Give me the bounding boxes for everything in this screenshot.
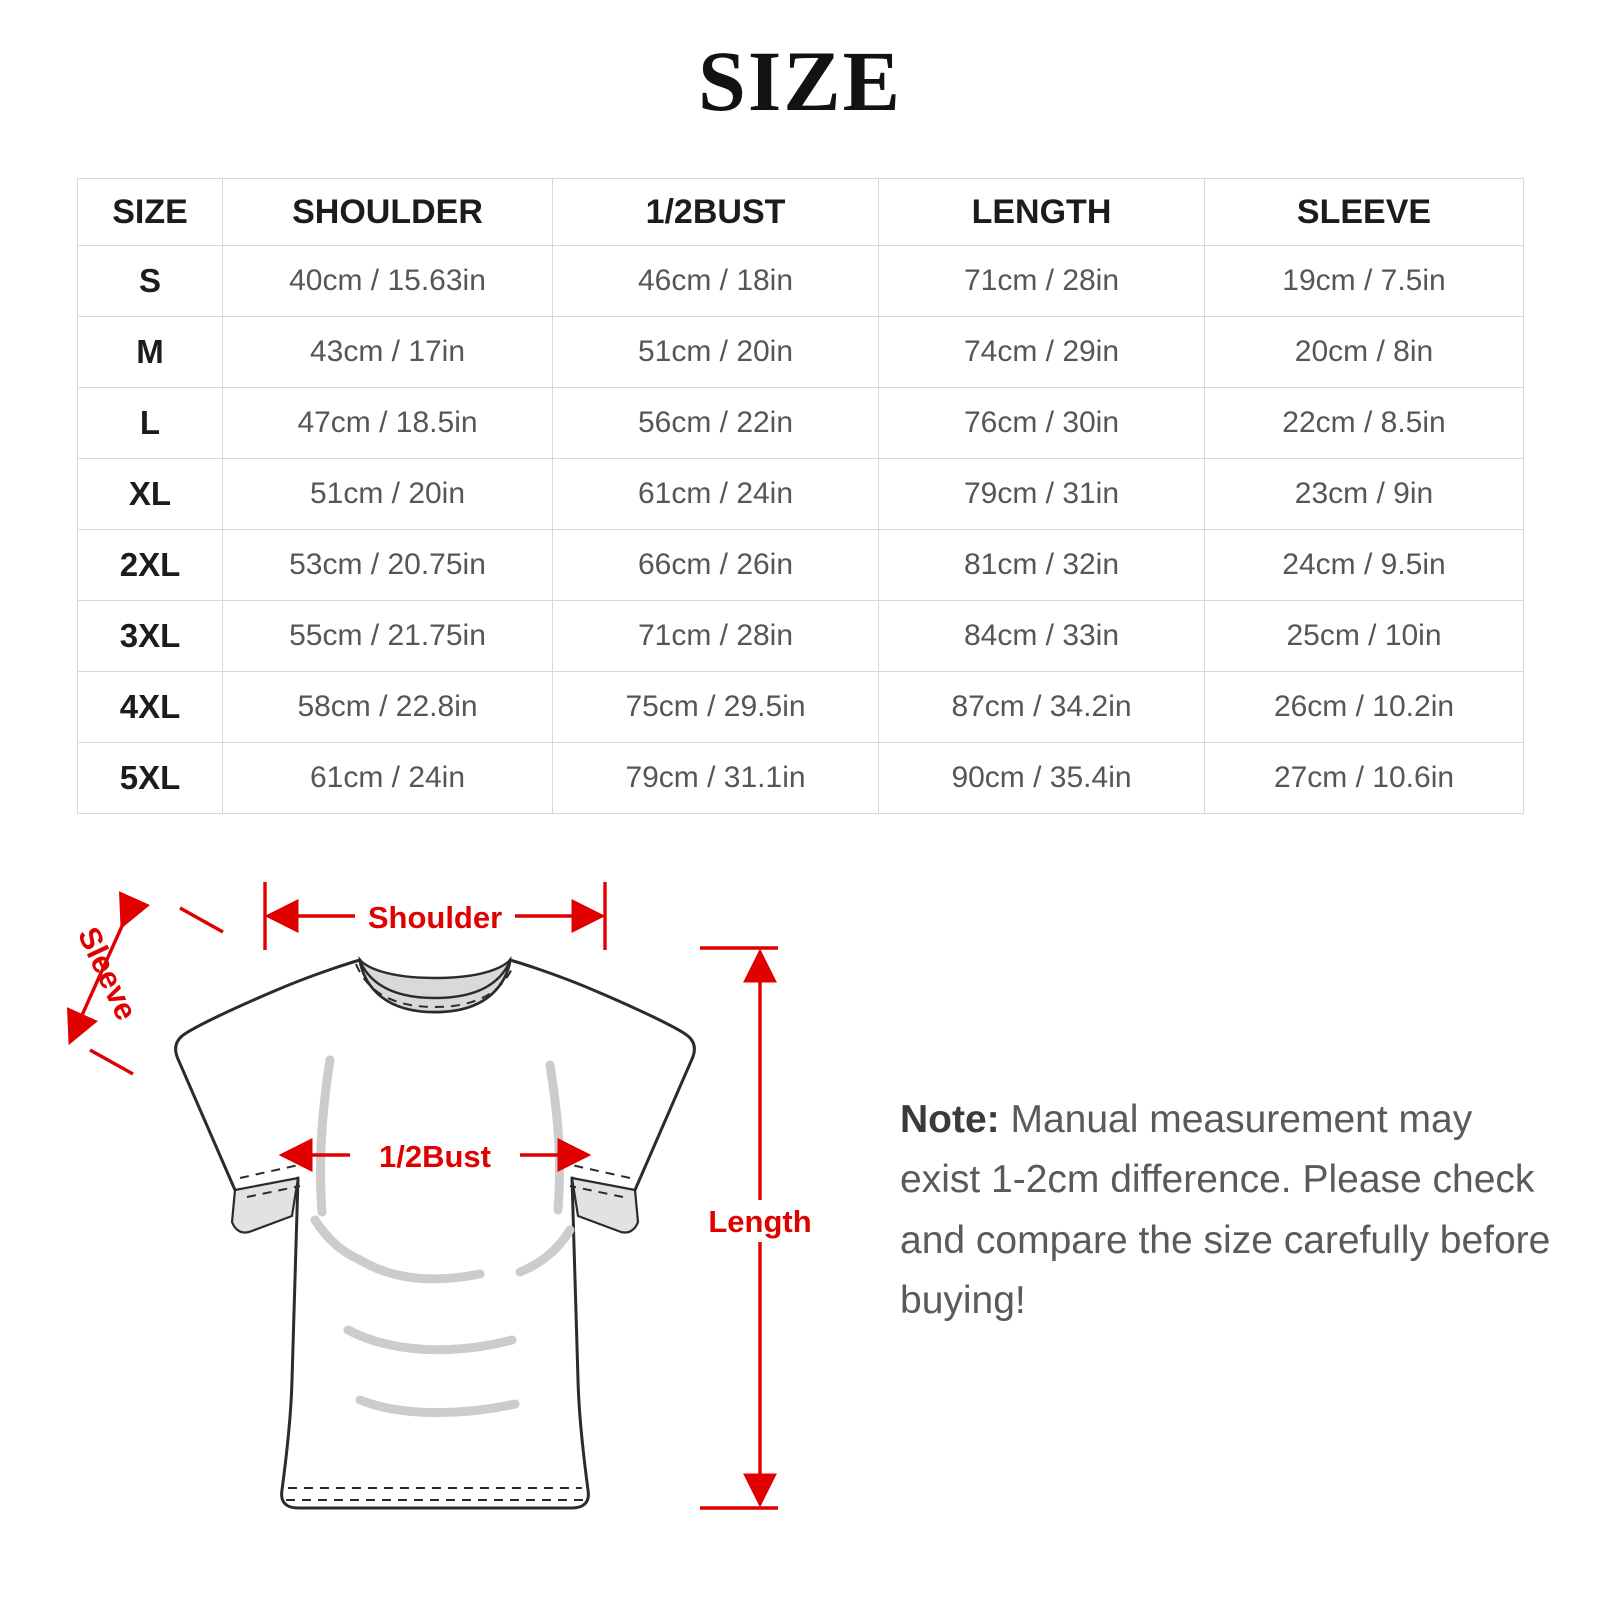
cell-length: 90cm / 35.4in: [879, 743, 1205, 814]
measurement-diagram: [60, 860, 860, 1560]
table-row: [78, 388, 1524, 459]
cell-size: 5XL: [78, 743, 223, 814]
shoulder-dimension: [265, 882, 605, 950]
note-body: Manual measurement may exist 1-2cm difference. Please check and compare the size carefully before buying!: [900, 1098, 1551, 1323]
note-label: Note:: [900, 1098, 1000, 1141]
table-row: [78, 530, 1524, 601]
length-dimension: [700, 948, 812, 1508]
cell-size: 3XL: [78, 601, 223, 672]
cell-bust: 56cm / 22in: [553, 388, 879, 459]
table-row: [78, 743, 1524, 814]
cell-shoulder: 43cm / 17in: [223, 317, 553, 388]
cell-sleeve: 25cm / 10in: [1205, 601, 1524, 672]
cell-sleeve: 26cm / 10.2in: [1205, 672, 1524, 743]
cell-sleeve: 22cm / 8.5in: [1205, 388, 1524, 459]
cell-bust: 66cm / 26in: [553, 530, 879, 601]
cell-size: M: [78, 317, 223, 388]
cell-shoulder: 53cm / 20.75in: [223, 530, 553, 601]
cell-sleeve: 20cm / 8in: [1205, 317, 1524, 388]
cell-length: 81cm / 32in: [879, 530, 1205, 601]
cell-bust: 51cm / 20in: [553, 317, 879, 388]
cell-shoulder: 58cm / 22.8in: [223, 672, 553, 743]
table-row: [78, 601, 1524, 672]
shoulder-label: Shoulder: [367, 900, 503, 935]
tshirt-illustration: [176, 959, 695, 1508]
cell-shoulder: 51cm / 20in: [223, 459, 553, 530]
cell-length: 79cm / 31in: [879, 459, 1205, 530]
page-title: SIZE: [697, 33, 903, 129]
column-header-shoulder: SHOULDER: [223, 179, 553, 246]
cell-shoulder: 55cm / 21.75in: [223, 601, 553, 672]
cell-bust: 71cm / 28in: [553, 601, 879, 672]
column-header-length: LENGTH: [879, 179, 1205, 246]
cell-shoulder: 40cm / 15.63in: [223, 246, 553, 317]
column-header-size: SIZE: [78, 179, 223, 246]
cell-size: 4XL: [78, 672, 223, 743]
cell-sleeve: 27cm / 10.6in: [1205, 743, 1524, 814]
cell-size: L: [78, 388, 223, 459]
cell-size: S: [78, 246, 223, 317]
table-header-row: [78, 179, 1524, 246]
cell-size: 2XL: [78, 530, 223, 601]
cell-length: 76cm / 30in: [879, 388, 1205, 459]
cell-shoulder: 47cm / 18.5in: [223, 388, 553, 459]
size-chart-table: [77, 178, 1524, 814]
cell-sleeve: 23cm / 9in: [1205, 459, 1524, 530]
table-row: [78, 246, 1524, 317]
column-header-bust: 1/2BUST: [553, 179, 879, 246]
note-text: [900, 1090, 1560, 1332]
cell-shoulder: 61cm / 24in: [223, 743, 553, 814]
bust-label: 1/2Bust: [379, 1139, 491, 1174]
cell-bust: 61cm / 24in: [553, 459, 879, 530]
cell-sleeve: 19cm / 7.5in: [1205, 246, 1524, 317]
length-label: Length: [708, 1204, 812, 1239]
table-row: [78, 317, 1524, 388]
cell-length: 71cm / 28in: [879, 246, 1205, 317]
table-row: [78, 459, 1524, 530]
column-header-sleeve: SLEEVE: [1205, 179, 1524, 246]
cell-length: 87cm / 34.2in: [879, 672, 1205, 743]
cell-length: 84cm / 33in: [879, 601, 1205, 672]
table-row: [78, 672, 1524, 743]
cell-size: XL: [78, 459, 223, 530]
cell-length: 74cm / 29in: [879, 317, 1205, 388]
cell-bust: 46cm / 18in: [553, 246, 879, 317]
cell-bust: 75cm / 29.5in: [553, 672, 879, 743]
cell-sleeve: 24cm / 9.5in: [1205, 530, 1524, 601]
sleeve-label: Sleeve: [70, 921, 145, 1026]
cell-bust: 79cm / 31.1in: [553, 743, 879, 814]
